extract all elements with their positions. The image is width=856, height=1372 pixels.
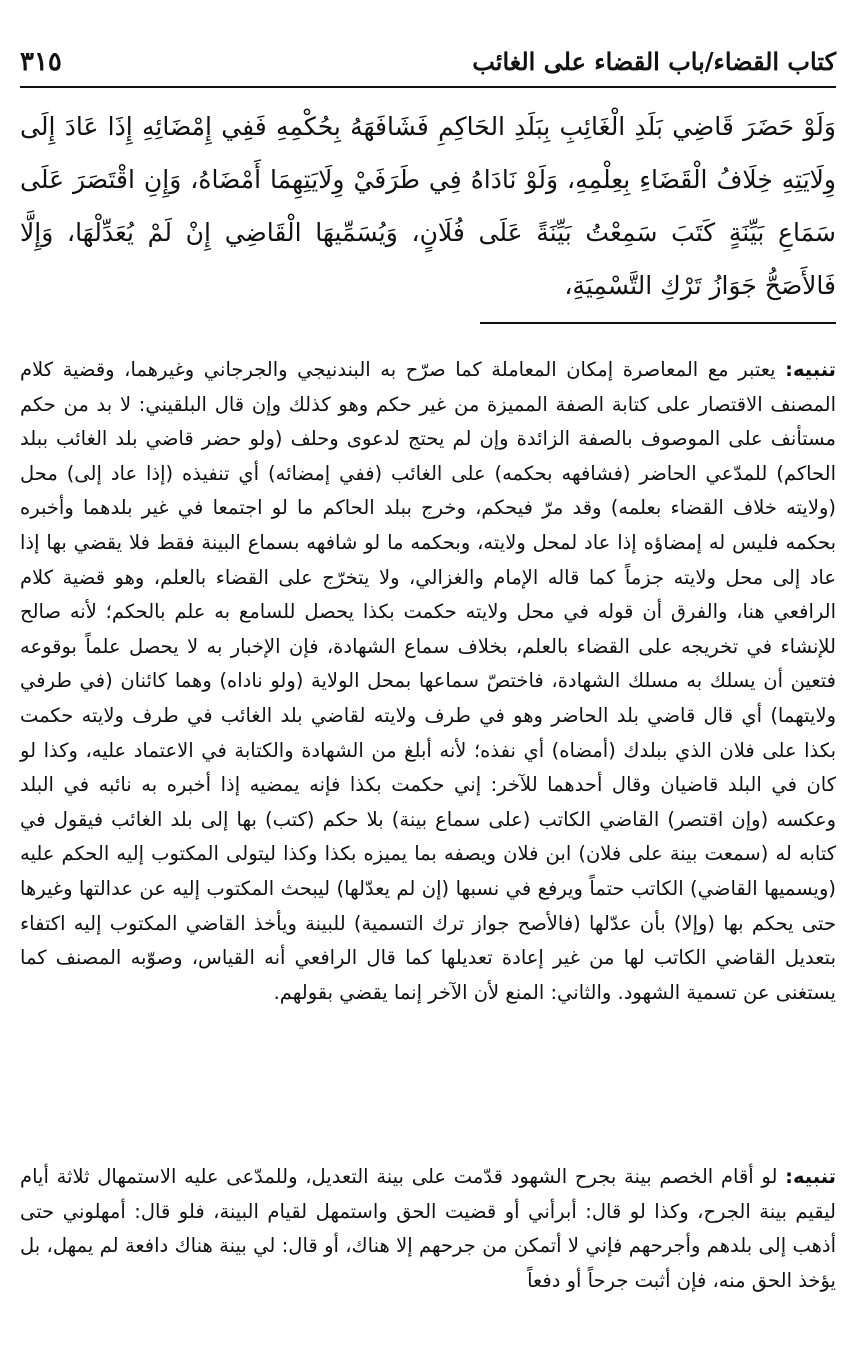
page-number: ٣١٥ xyxy=(20,47,62,77)
matn-text: وَلَوْ حَضَرَ قَاضِي بَلَدِ الْغَائِبِ بِبَلَدِ الحَاكِمِ فَشَافَهَهُ بِحُكْمِهِ فَفِي إِمْضَائِهِ إِذَا عَادَ إِلَى وِلَايَتِهِ خِلَافُ الْقَضَاءِ بِعِلْمِهِ، وَلَوْ نَادَاهُ فِي طَرَفَيْ وِلَايَتِهِمَا أَمْضَاهُ، وَإِنِ اقْتَصَرَ عَلَى سَمَاعِ بَيِّنَةٍ كَتَبَ سَمِعْتُ بَيِّنَةً عَلَى فُلَانٍ، وَيُسَمِّيهَا الْقَاضِي إِنْ لَمْ يُعَدِّلْهَا، وَإِلَّا فَالأَصَحُّ جَوَازُ تَرْكِ التَّسْمِيَةِ، xyxy=(20,112,836,300)
commentary-paragraph xyxy=(20,1160,836,1298)
header-rule xyxy=(20,86,836,88)
tanbih-label: تنبيه: xyxy=(785,358,836,381)
footnote-separator xyxy=(480,322,836,324)
commentary-text: يعتبر مع المعاصرة إمكان المعاملة كما صرّح به البندنيجي والجرجاني وغيرهما، وقضية كلام المصنف الاقتصار على كتابة الصفة المميزة من غير حكم وهو كذلك وإن قال البلقيني: لا بد من حكم مستأنف على الموصوف بالصفة الزائدة وإن لم يحتج لدعوى وحلف (ولو حضر قاضي بلد الغائب ببلد الحاكم) للمدّعي الحاضر (فشافهه بحكمه) على الغائب (ففي إمضائه) أي تنفيذه (إذا عاد إلى) محل (ولايته خلاف القضاء بعلمه) وقد مرّ فيحكم، وخرج ببلد الحاكم ما لو اجتمعا في غير بلدهما وأخبره بحكمه فليس له إمضاؤه إذا عاد لمحل ولايته، وبحكمه ما لو شافهه بسماع البينة فقط فلا يقضي بها إذا عاد إلى محل ولايته جزماً كما قاله الإمام والغزالي، ولا يتخرّج على القضاء بالعلم، وهو قضية كلام الرافعي هنا، والفرق أن قوله في محل ولايته حكمت بكذا يحصل للسامع به علم بالحكم؛ لأنه صالح للإنشاء في تخريجه على القضاء بالعلم، بخلاف سماع الشهادة، فإن الإخبار به لا يحصل علماً بوقوعه فتعين أن يسلك به مسلك الشهادة، فاختصّ سماعها بمحل الولاية (ولو ناداه) وهما كائنان (في طرفي ولايتهما) أي قال قاضي بلد الحاضر وهو في طرف ولايته لقاضي بلد الغائب في طرف ولايته حكمت بكذا على فلان الذي ببلدك (أمضاه) أي نفذه؛ لأنه أبلغ من الشهادة والكتابة في الاعتماد عليه، وكذا لو كان في البلد قاضيان وقال أحدهما للآخر: إني حكمت بكذا فإنه يمضيه إذا أخبره به نائبه في البلد وعكسه (وإن اقتصر) القاضي الكاتب (على سماع بينة) بلا حكم (كتب) بها إلى بلد الغائب فيقول في كتابه له (سمعت بينة على فلان) ابن فلان ويصفه بما يميزه بكذا وكذا ليتولى المكتوب إليه الحكم عليه (ويسميها القاضي) الكاتب حتماً ويرفع في نسبها (إن لم يعدّلها) ليبحث المكتوب إليه عن عدالتها وغيرها حتى يحكم بها (وإلا) بأن عدّلها (فالأصح جواز ترك التسمية) للبينة ويأخذ القاضي المكتوب إليه اكتفاء بتعديل القاضي الكاتب لها من غير إعادة تعديلها كما قال الرافعي أنه القياس، وصوّبه المصنف كما يستغنى عن تسمية الشهود. والثاني: المنع لأن الآخر إنما يقضي بقولهم. xyxy=(20,358,836,1004)
commentary-paragraph xyxy=(20,353,836,1010)
tanbih-label: تنبيه: xyxy=(785,1165,836,1188)
page-header xyxy=(20,36,836,82)
commentary-text: لو أقام الخصم بينة بجرح الشهود قدّمت على بينة التعديل، وللمدّعى عليه الاستمهال ثلاثة أيام ليقيم بينة الجرح، وكذا لو قال: أبرأني أو قضيت الحق واستمهل لقيام البينة، فلو قال: أمهلوني حتى أذهب إلى بلدهم وأجرحهم فإني لا أتمكن من جرحهم إلا هناك، أو قال: لي بينة هناك دافعة لم يمهل، بل يؤخذ الحق منه، فإن أثبت جرحاً أو دفعاً xyxy=(20,1165,836,1292)
running-title: كتاب القضاء/باب القضاء على الغائب xyxy=(472,47,836,76)
